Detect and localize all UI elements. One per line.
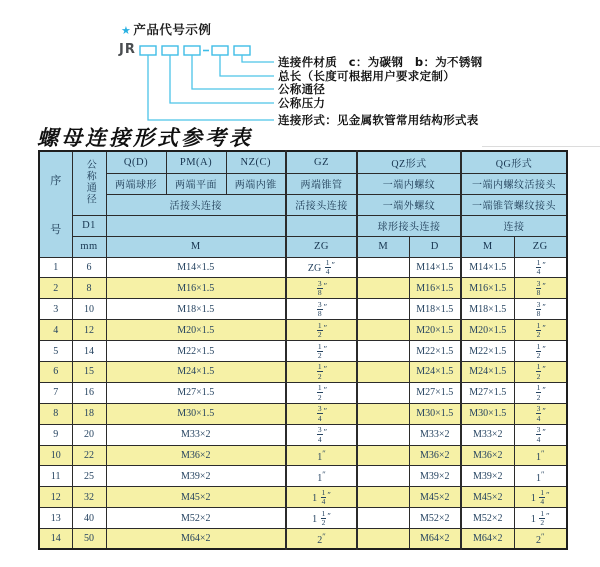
cell-qz-d: M33×2	[409, 424, 461, 445]
fraction: $\frac{1}{2}$	[317, 341, 322, 360]
cell-m: M36×2	[106, 445, 286, 466]
table-row	[39, 320, 567, 341]
cell-seq: 6	[39, 361, 72, 382]
header-qg-zg: ZG	[514, 236, 567, 257]
fraction: $\frac{1}{2}$	[317, 362, 322, 381]
cell-gz: 1 $\frac{1}{4}$ ″	[286, 487, 357, 508]
fraction: $\frac{1}{2}$	[536, 341, 541, 360]
table-row	[39, 508, 567, 529]
cell-qg-zg	[514, 361, 567, 382]
header-q-desc: 两端球形	[106, 173, 166, 194]
cell-seq: 7	[39, 382, 72, 403]
cell-qz-m	[357, 445, 409, 466]
header-qz-desc1: 一端内螺纹	[357, 173, 461, 194]
cell-mm: 10	[72, 299, 106, 320]
cell-seq: 14	[39, 529, 72, 550]
inch-mark: ″	[542, 405, 546, 416]
fraction: $\frac{3}{8}$	[536, 278, 541, 298]
inch-mark: ″	[546, 509, 550, 520]
table-row	[39, 445, 567, 466]
table-row	[39, 529, 567, 550]
cell-qg-zg: 2″	[514, 529, 567, 550]
cell-qg-m: M20×1.5	[461, 320, 514, 341]
cell-qg-zg	[514, 320, 567, 341]
cell-seq: 11	[39, 466, 72, 487]
inch-mark: ″	[323, 280, 328, 291]
cell-mm: 15	[72, 361, 106, 382]
cell-qz-m	[357, 341, 409, 362]
cell-gz	[286, 341, 357, 362]
cell-gz: 1 $\frac{1}{2}$ ″	[286, 508, 357, 529]
connector-line-diameter	[192, 55, 274, 89]
cell-mm: 8	[72, 278, 106, 299]
fraction: $\frac{1}{4}$	[540, 487, 545, 507]
cell-gz	[286, 382, 357, 403]
table-row	[39, 424, 567, 445]
cell-qg-zg	[514, 257, 567, 278]
header-zg-main: ZG	[286, 236, 357, 257]
label-connector-material: 连接件材质 c：为碳钢 b：为不锈钢	[278, 55, 483, 69]
inch-mark: ″	[327, 489, 331, 500]
label-nominal-pressure: 公称压力	[278, 96, 326, 110]
inch-mark: ″	[323, 426, 328, 437]
fraction: $\frac{1}{4}$	[536, 257, 541, 277]
cell-qg-m: M18×1.5	[461, 299, 514, 320]
header-qg-connection: 连接	[461, 215, 567, 236]
cell-qz-d: M36×2	[409, 445, 461, 466]
cell-gz	[286, 424, 357, 445]
code-box-2	[162, 46, 178, 55]
header-gz-connection: 活接头连接	[286, 194, 357, 215]
fraction: $\frac{3}{8}$	[317, 278, 322, 298]
table-row	[39, 341, 567, 362]
cell-qg-m: M22×1.5	[461, 341, 514, 362]
header-pm-desc: 两端平面	[166, 173, 226, 194]
inch-mark: ″	[323, 363, 328, 374]
cell-m: M39×2	[106, 466, 286, 487]
cell-mm: 40	[72, 508, 106, 529]
cell-qz-d: M30×1.5	[409, 403, 461, 424]
fraction: $\frac{3}{4}$	[317, 425, 322, 444]
cell-seq: 5	[39, 341, 72, 362]
cell-mm: 25	[72, 466, 106, 487]
fraction: $\frac{1}{2}$	[536, 362, 541, 381]
cell-m: M64×2	[106, 529, 286, 550]
cell-qz-m	[357, 487, 409, 508]
cell-mm: 18	[72, 403, 106, 424]
fraction: $\frac{1}{2}$	[536, 320, 541, 340]
cell-qz-d: M27×1.5	[409, 382, 461, 403]
inch-mark: ″	[323, 342, 328, 353]
cell-qg-zg: 1 $\frac{1}{4}$ ″	[514, 487, 567, 508]
header-col-qz: QZ形式	[357, 151, 461, 173]
code-box-5	[234, 46, 250, 55]
cell-gz: 2″	[286, 529, 357, 550]
inch-mark: ″	[322, 448, 326, 459]
inch-mark: ″	[323, 321, 328, 332]
cell-qg-m: M27×1.5	[461, 382, 514, 403]
label-connection-form: 连接形式：见金属软管常用结构形式表	[278, 113, 479, 127]
fraction: $\frac{3}{4}$	[536, 404, 541, 423]
connector-line-material	[242, 55, 274, 62]
inch-mark: ″	[323, 405, 328, 416]
cell-gz: 1″	[286, 445, 357, 466]
table-row	[39, 299, 567, 320]
cell-seq: 1	[39, 257, 72, 278]
cell-m: M20×1.5	[106, 320, 286, 341]
cell-qg-zg: 1″	[514, 466, 567, 487]
header-nominal-diameter: 公称通径	[72, 151, 106, 215]
cell-qg-m: M36×2	[461, 445, 514, 466]
cell-qg-zg	[514, 382, 567, 403]
cell-qz-d: M24×1.5	[409, 361, 461, 382]
diagram-heading	[121, 20, 211, 38]
cell-mm: 50	[72, 529, 106, 550]
cell-qg-m: M45×2	[461, 487, 514, 508]
inch-mark: ″	[542, 301, 546, 312]
cell-qz-m	[357, 382, 409, 403]
cell-m: M14×1.5	[106, 257, 286, 278]
cell-mm: 16	[72, 382, 106, 403]
table-row	[39, 466, 567, 487]
cell-qz-d: M16×1.5	[409, 278, 461, 299]
cell-qz-m	[357, 424, 409, 445]
header-qg-desc2: 一端锥管螺纹接头	[461, 194, 567, 215]
inch-mark: ″	[542, 342, 546, 353]
cell-qz-m	[357, 403, 409, 424]
nut-connection-reference-table	[38, 150, 568, 550]
table-row	[39, 403, 567, 424]
cell-qz-d: M45×2	[409, 487, 461, 508]
inch-mark: ″	[542, 426, 546, 437]
cell-gz	[286, 299, 357, 320]
fraction: $\frac{1}{2}$	[317, 383, 322, 402]
star-icon: ★	[121, 24, 132, 37]
fraction: $\frac{1}{2}$	[536, 383, 541, 402]
label-nominal-diameter: 公称通径	[278, 82, 326, 96]
cell-qg-zg: 1 $\frac{1}{2}$ ″	[514, 508, 567, 529]
cell-qg-m: M33×2	[461, 424, 514, 445]
cell-qg-m: M24×1.5	[461, 361, 514, 382]
header-col-q: Q(D)	[106, 151, 166, 173]
cell-qg-m: M64×2	[461, 529, 514, 550]
header-qg-m: M	[461, 236, 514, 257]
cell-gz	[286, 403, 357, 424]
cell-qz-d: M18×1.5	[409, 299, 461, 320]
cell-qg-m: M52×2	[461, 508, 514, 529]
cell-qg-zg	[514, 278, 567, 299]
header-empty-gz	[286, 215, 357, 236]
cell-qz-d: M64×2	[409, 529, 461, 550]
cell-seq: 12	[39, 487, 72, 508]
inch-mark: ″	[322, 468, 326, 479]
inch-mark: ″	[323, 301, 328, 312]
divider-line	[482, 146, 600, 147]
cell-gz	[286, 320, 357, 341]
diagram-heading-text: 产品代号示例	[133, 22, 212, 37]
connector-line-length	[220, 55, 274, 76]
header-col-gz: GZ	[286, 151, 357, 173]
header-nz-desc: 两端内锥	[226, 173, 286, 194]
cell-qz-m	[357, 299, 409, 320]
cell-m: M22×1.5	[106, 341, 286, 362]
cell-mm: 14	[72, 341, 106, 362]
header-qg-desc1: 一端内螺纹活接头	[461, 173, 567, 194]
label-total-length: 总长（长度可根据用户要求定制）	[278, 69, 455, 83]
reference-table-wrap	[38, 150, 568, 550]
inch-mark: ″	[540, 448, 545, 459]
inch-mark: ″	[542, 363, 546, 374]
cell-qz-d: M52×2	[409, 508, 461, 529]
connector-line-form	[148, 55, 274, 120]
header-col-qg: QG形式	[461, 151, 567, 173]
cell-m: M27×1.5	[106, 382, 286, 403]
cell-seq: 2	[39, 278, 72, 299]
cell-qz-m	[357, 466, 409, 487]
cell-qg-zg	[514, 341, 567, 362]
table-row	[39, 257, 567, 278]
cell-mm: 12	[72, 320, 106, 341]
code-box-4	[212, 46, 228, 55]
cell-seq: 9	[39, 424, 72, 445]
cell-m: M52×2	[106, 508, 286, 529]
cell-mm: 6	[72, 257, 106, 278]
header-gz-desc: 两端锥管	[286, 173, 357, 194]
inch-mark: ″	[542, 384, 546, 395]
fraction: $\frac{1}{4}$	[321, 487, 326, 507]
table-row	[39, 361, 567, 382]
table-row	[39, 278, 567, 299]
cell-seq: 10	[39, 445, 72, 466]
cell-qz-m	[357, 508, 409, 529]
header-left-connection: 活接头连接	[106, 194, 286, 215]
cell-qz-m	[357, 278, 409, 299]
cell-qz-m	[357, 529, 409, 550]
fraction: $\frac{3}{4}$	[317, 404, 322, 423]
fraction: $\frac{3}{8}$	[536, 299, 541, 319]
table-body	[39, 257, 567, 549]
table-row	[39, 382, 567, 403]
table-header	[39, 151, 567, 257]
cell-m: M24×1.5	[106, 361, 286, 382]
inch-mark: ″	[542, 280, 546, 291]
cell-qg-zg	[514, 299, 567, 320]
inch-mark: ″	[546, 489, 550, 500]
inch-mark: ″	[540, 531, 545, 542]
fraction: $\frac{1}{2}$	[540, 508, 545, 528]
fraction: $\frac{3}{4}$	[536, 425, 541, 444]
cell-gz	[286, 361, 357, 382]
cell-qz-m	[357, 361, 409, 382]
cell-qg-m: M14×1.5	[461, 257, 514, 278]
header-mm: mm	[72, 236, 106, 257]
section-title: 螺母连接形式参考表	[37, 126, 253, 150]
cell-gz: ZG $\frac{1}{4}$ ″	[286, 257, 357, 278]
cell-seq: 4	[39, 320, 72, 341]
cell-qz-d: M39×2	[409, 466, 461, 487]
fraction: $\frac{1}{4}$	[325, 257, 330, 277]
inch-mark: ″	[542, 321, 546, 332]
header-col-pm: PM(A)	[166, 151, 226, 173]
fraction: $\frac{1}{2}$	[321, 508, 326, 528]
cell-gz: 1″	[286, 466, 357, 487]
header-col-nz: NZ(C)	[226, 151, 286, 173]
cell-qg-m: M30×1.5	[461, 403, 514, 424]
cell-qg-m: M39×2	[461, 466, 514, 487]
cell-qg-zg	[514, 403, 567, 424]
inch-mark: ″	[323, 384, 328, 395]
inch-mark: ″	[327, 509, 331, 520]
header-qz-m: M	[357, 236, 409, 257]
code-box-1	[140, 46, 156, 55]
inch-mark: ″	[331, 259, 336, 270]
fraction: $\frac{3}{8}$	[317, 299, 322, 319]
fraction: $\frac{1}{2}$	[317, 320, 322, 340]
header-m-main: M	[106, 236, 286, 257]
table-row	[39, 487, 567, 508]
cell-mm: 32	[72, 487, 106, 508]
cell-seq: 3	[39, 299, 72, 320]
header-empty-left	[106, 215, 286, 236]
inch-mark: ″	[540, 468, 545, 479]
cell-qz-d: M22×1.5	[409, 341, 461, 362]
inch-mark: ″	[542, 259, 546, 270]
header-d1: D1	[72, 215, 106, 236]
header-qz-connection: 球形接头连接	[357, 215, 461, 236]
cell-m: M33×2	[106, 424, 286, 445]
inch-mark: ″	[322, 531, 326, 542]
header-seq: 序 号	[39, 151, 72, 257]
cell-qz-m	[357, 320, 409, 341]
cell-mm: 22	[72, 445, 106, 466]
cell-m: M18×1.5	[106, 299, 286, 320]
cell-seq: 13	[39, 508, 72, 529]
cell-qg-zg	[514, 424, 567, 445]
code-box-3	[184, 46, 200, 55]
cell-m: M45×2	[106, 487, 286, 508]
header-qz-desc2: 一端外螺纹	[357, 194, 461, 215]
cell-qz-d: M14×1.5	[409, 257, 461, 278]
cell-qz-d: M20×1.5	[409, 320, 461, 341]
cell-qg-zg: 1″	[514, 445, 567, 466]
cell-m: M30×1.5	[106, 403, 286, 424]
cell-mm: 20	[72, 424, 106, 445]
cell-seq: 8	[39, 403, 72, 424]
cell-qg-m: M16×1.5	[461, 278, 514, 299]
header-qz-d: D	[409, 236, 461, 257]
cell-m: M16×1.5	[106, 278, 286, 299]
cell-gz	[286, 278, 357, 299]
product-code-prefix: JR	[119, 42, 136, 57]
cell-qz-m	[357, 257, 409, 278]
